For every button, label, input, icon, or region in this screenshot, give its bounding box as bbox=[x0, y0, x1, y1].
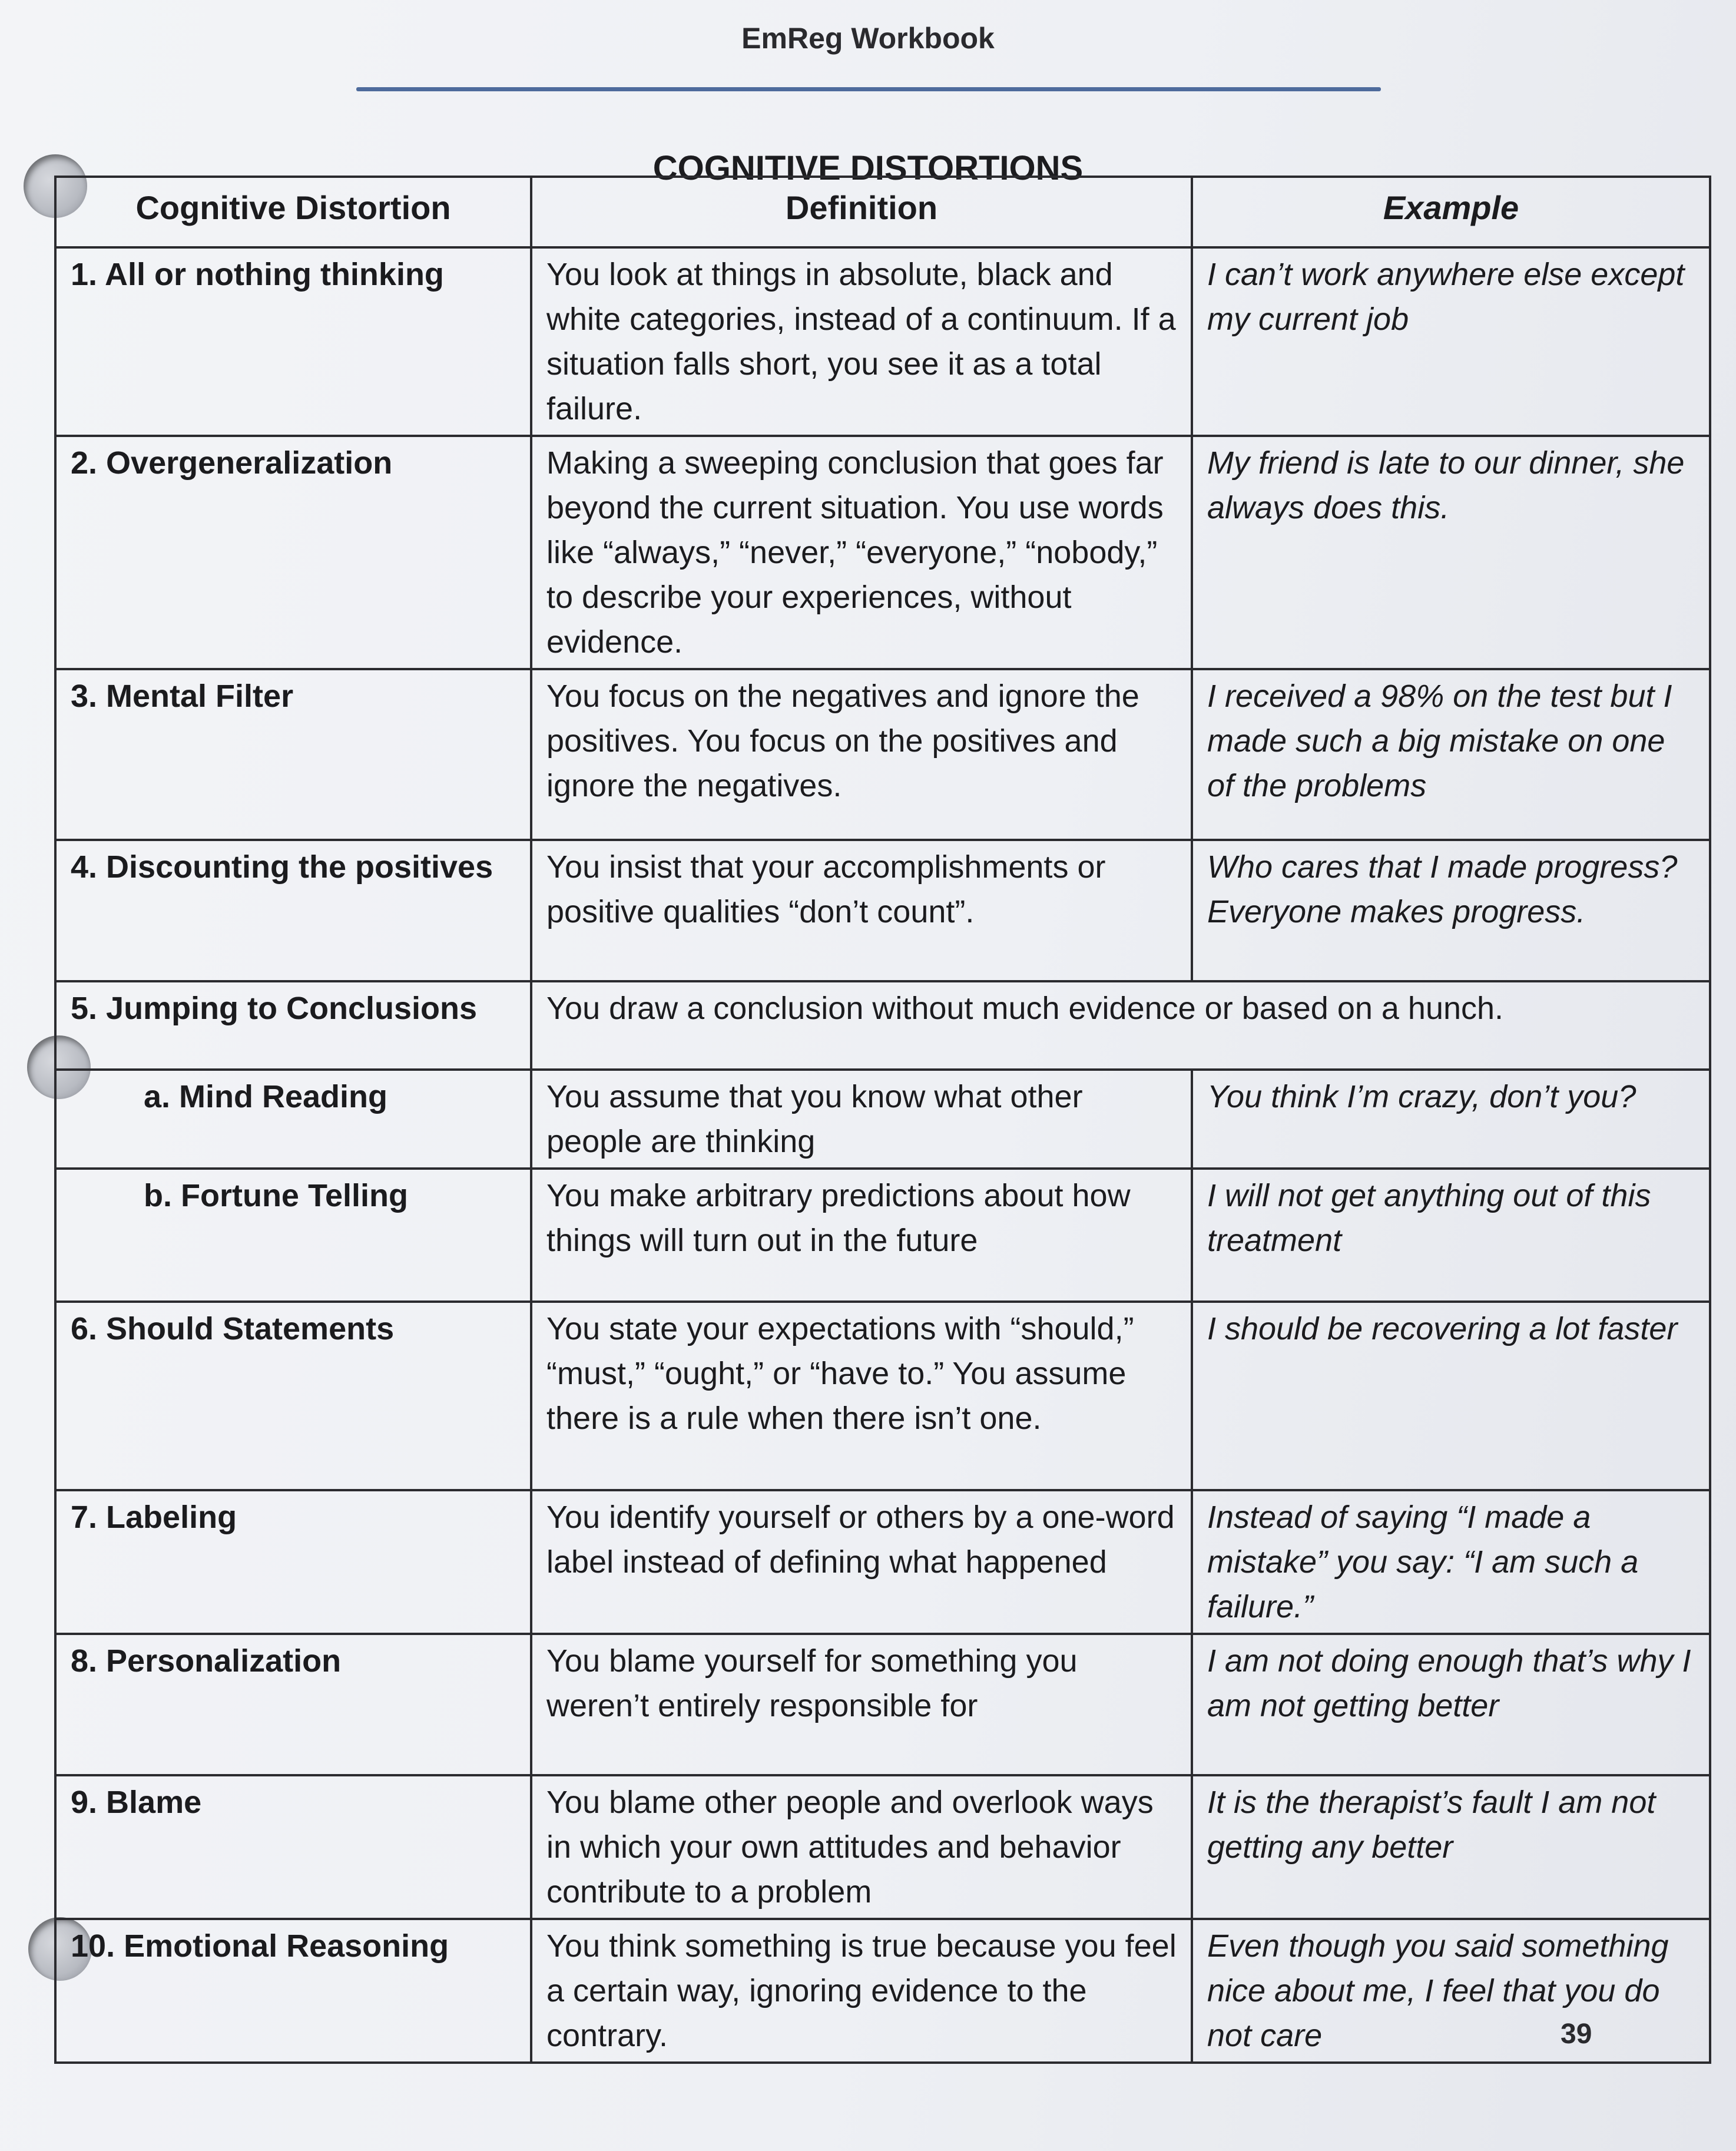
header-rule bbox=[356, 87, 1381, 91]
distortion-example: I received a 98% on the test but I made such a big mistake on one of the problems bbox=[1192, 669, 1710, 840]
distortion-name: 7. Labeling bbox=[55, 1490, 531, 1634]
table-row bbox=[55, 1775, 1710, 1919]
table-row bbox=[55, 1919, 1710, 2063]
table-row bbox=[55, 1490, 1710, 1634]
table-row bbox=[55, 1070, 1710, 1169]
distortion-example: It is the therapist’s fault I am not getting any better bbox=[1192, 1775, 1710, 1919]
distortion-definition: Making a sweeping conclusion that goes far beyond the current situation. You use words like “always,” “never,” “everyone,” “nobody,” to describe your experiences, without evidence. bbox=[531, 436, 1192, 669]
distortion-name: 9. Blame bbox=[55, 1775, 531, 1919]
distortion-name: a. Mind Reading bbox=[55, 1070, 531, 1169]
table-row bbox=[55, 1302, 1710, 1490]
distortion-definition: You blame yourself for something you weren’t entirely responsible for bbox=[531, 1634, 1192, 1775]
table-row bbox=[55, 669, 1710, 840]
column-header-definition: Definition bbox=[531, 177, 1192, 247]
running-header: EmReg Workbook bbox=[741, 22, 995, 55]
distortion-definition: You draw a conclusion without much evidence or based on a hunch. bbox=[531, 981, 1710, 1070]
table-row bbox=[55, 436, 1710, 669]
distortion-example: Who cares that I made progress? Everyone makes progress. bbox=[1192, 840, 1710, 981]
distortion-example: You think I’m crazy, don’t you? bbox=[1192, 1070, 1710, 1169]
distortion-name: 4. Discounting the positives bbox=[55, 840, 531, 981]
distortion-definition: You identify yourself or others by a one-word label instead of defining what happened bbox=[531, 1490, 1192, 1634]
distortion-name: 8. Personalization bbox=[55, 1634, 531, 1775]
distortion-definition: You state your expectations with “should,” “must,” “ought,” or “have to.” You assume there is a rule when there isn’t one. bbox=[531, 1302, 1192, 1490]
distortion-name: 2. Overgeneralization bbox=[55, 436, 531, 669]
table-row bbox=[55, 247, 1710, 436]
distortion-example: I am not doing enough that’s why I am not getting better bbox=[1192, 1634, 1710, 1775]
column-header-example: Example bbox=[1192, 177, 1710, 247]
distortion-example: Even though you said something nice about me, I feel that you do not care bbox=[1192, 1919, 1710, 2063]
table-header-row bbox=[55, 177, 1710, 247]
distortion-example: My friend is late to our dinner, she always does this. bbox=[1192, 436, 1710, 669]
table-row bbox=[55, 981, 1710, 1070]
distortion-name: 6. Should Statements bbox=[55, 1302, 531, 1490]
page-number: 39 bbox=[1561, 2018, 1592, 2050]
table-row bbox=[55, 1169, 1710, 1302]
distortion-definition: You assume that you know what other people are thinking bbox=[531, 1070, 1192, 1169]
distortion-example: I will not get anything out of this treatment bbox=[1192, 1169, 1710, 1302]
cognitive-distortions-table bbox=[54, 176, 1711, 2064]
distortion-name: 5. Jumping to Conclusions bbox=[55, 981, 531, 1070]
distortion-example: I can’t work anywhere else except my current job bbox=[1192, 247, 1710, 436]
table-row bbox=[55, 840, 1710, 981]
distortion-definition: You make arbitrary predictions about how things will turn out in the future bbox=[531, 1169, 1192, 1302]
distortion-name: b. Fortune Telling bbox=[55, 1169, 531, 1302]
distortion-example: I should be recovering a lot faster bbox=[1192, 1302, 1710, 1490]
table-title: COGNITIVE DISTORTIONS bbox=[652, 149, 1084, 187]
distortion-definition: You focus on the negatives and ignore the positives. You focus on the positives and ignore the negatives. bbox=[531, 669, 1192, 840]
distortion-name: 1. All or nothing thinking bbox=[55, 247, 531, 436]
distortion-definition: You look at things in absolute, black and white categories, instead of a continuum. If a situation falls short, you see it as a total failure. bbox=[531, 247, 1192, 436]
distortion-name: 3. Mental Filter bbox=[55, 669, 531, 840]
distortion-definition: You blame other people and overlook ways in which your own attitudes and behavior contribute to a problem bbox=[531, 1775, 1192, 1919]
distortion-example: Instead of saying “I made a mistake” you say: “I am such a failure.” bbox=[1192, 1490, 1710, 1634]
distortion-definition: You insist that your accomplishments or positive qualities “don’t count”. bbox=[531, 840, 1192, 981]
distortion-name: 10. Emotional Reasoning bbox=[55, 1919, 531, 2063]
distortion-definition: You think something is true because you feel a certain way, ignoring evidence to the contrary. bbox=[531, 1919, 1192, 2063]
table-row bbox=[55, 1634, 1710, 1775]
column-header-distortion: Cognitive Distortion bbox=[55, 177, 531, 247]
